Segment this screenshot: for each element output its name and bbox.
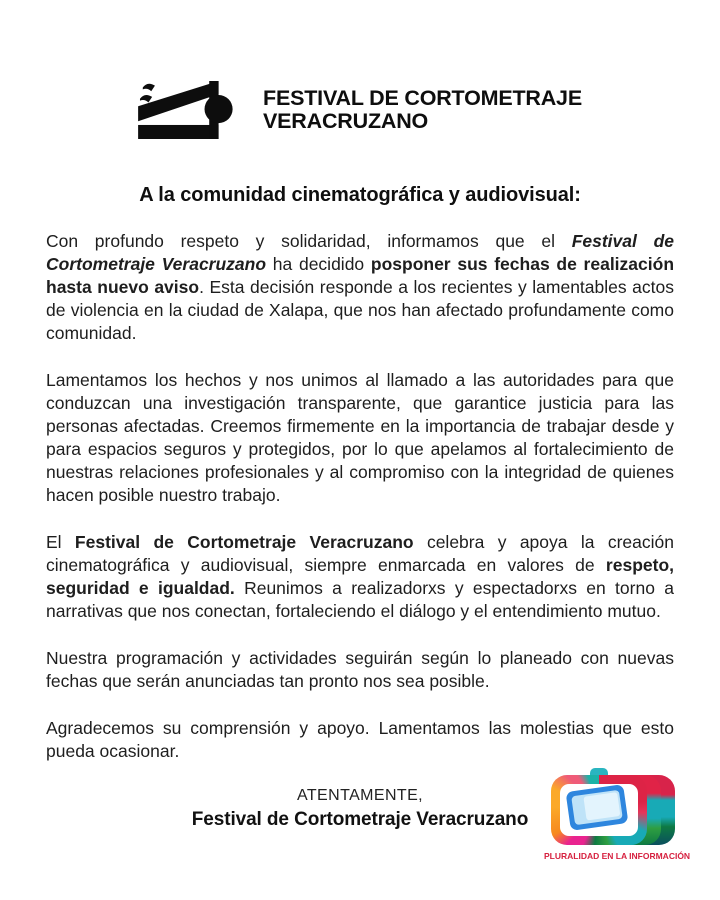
paragraph-4: Nuestra programación y actividades seguirán según lo planeado con nuevas fechas que serán anunciadas tan pronto nos sea posible. bbox=[46, 648, 674, 691]
pluralidad-brand-logo bbox=[544, 765, 691, 865]
paragraph-5: Agradecemos su comprensión y apoyo. Lamentamos las molestias que esto pueda ocasionar. bbox=[46, 718, 674, 761]
page-title: A la comunidad cinematográfica y audiovisual: bbox=[139, 184, 581, 206]
film-projector-icon bbox=[138, 81, 243, 139]
announcement-body bbox=[0, 207, 720, 763]
signoff-signature: Festival de Cortometraje Veracruzano bbox=[191, 809, 529, 830]
festival-logo bbox=[0, 0, 720, 139]
brand-caption: PLURALIDAD EN LA INFORMACIÓN bbox=[544, 851, 691, 861]
paragraph-1: Con profundo respeto y solidaridad, informamos que el Festival de Cortometraje Veracruzano ha decidido posponer sus fechas de realización hasta nuevo aviso. Esta decisión responde a los recientes y lamentables actos de violencia en la ciudad de Xalapa, que nos han afectado profundamente como comunidad. bbox=[46, 231, 675, 343]
paragraph-2: Lamentamos los hechos y nos unimos al llamado a las autoridades para que conduzcan una investigación transparente, que garantice justicia para las personas afectadas. Creemos firmemente en la importancia de trabajar desde y para espacios seguros y protegidos, por lo que apelamos al fortalecimiento de nuestras relaciones profesionales y al compromiso con la integridad de quienes hacen posible nuestro trabajo. bbox=[46, 370, 674, 505]
festival-logo-title-line1: FESTIVAL DE CORTOMETRAJE bbox=[263, 86, 582, 110]
festival-logo-title-line2: VERACRUZANO bbox=[263, 109, 429, 133]
festival-logo-title bbox=[263, 87, 582, 133]
paragraph-3: El Festival de Cortometraje Veracruzano celebra y apoya la creación cinematográfica y audiovisual, siempre enmarcada en valores de respeto, seguridad e igualdad. Reunimos a realizadorxs y espectadorxs en torno a narrativas que nos conectan, fortaleciendo el diálogo y el entendimiento mutuo. bbox=[46, 532, 674, 621]
signoff-salutation: ATENTAMENTE, bbox=[297, 787, 423, 804]
tv-screens-icon bbox=[551, 775, 647, 845]
tv-screen bbox=[566, 784, 629, 831]
